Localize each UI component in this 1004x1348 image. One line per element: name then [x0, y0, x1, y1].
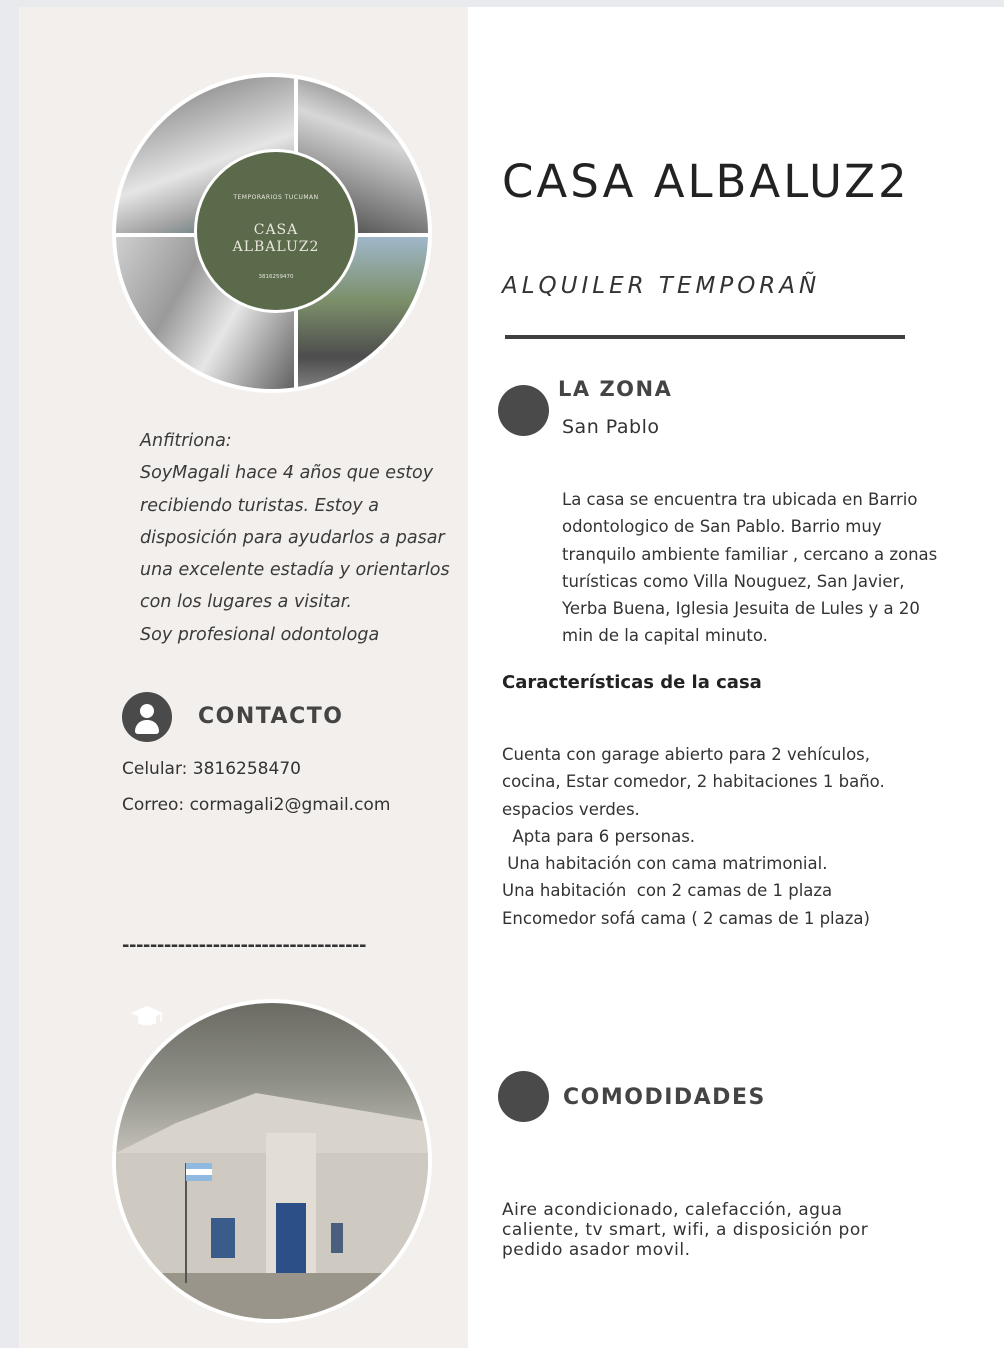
features-heading: Características de la casa — [502, 672, 762, 693]
zone-heading: LA ZONA — [558, 377, 673, 401]
contact-email: Correo: cormagali2@gmail.com — [122, 795, 391, 815]
logo-badge-phone: 3816259470 — [258, 274, 294, 280]
historic-house-illustration — [116, 1003, 432, 1323]
title-rule — [505, 335, 905, 339]
house-photo-collage — [112, 73, 432, 393]
host-description: Anfitriona: SoyMagali hace 4 años que estoy recibiendo turistas. Estoy a disposición para ayudarlos a pasar una excelente estadía y orientarlos con los lugares a visitar. Soy profesional odontologa — [140, 431, 450, 645]
dashed-divider: ----------------------------------- — [122, 935, 366, 956]
amenities-bullet-circle — [498, 1071, 549, 1122]
zone-name: San Pablo — [562, 416, 660, 438]
document-page — [19, 7, 1004, 1348]
zone-description: La casa se encuentra tra ubicada en Barrio odontologico de San Pablo. Barrio muy tranquilo ambiente familiar , cercano a zonas turísticas como Villa Nouguez, San Javier, Yerba Buena, Iglesia Jesuita de Lules y a 20 min de la capital minuto. — [562, 490, 938, 646]
page-title: CASA ALBALUZ2 — [502, 155, 910, 208]
graduation-cap-icon — [129, 1002, 165, 1030]
logo-badge-tagline: TEMPORARIOS TUCUMAN — [233, 194, 319, 201]
historic-house-photo — [112, 999, 432, 1323]
contact-phone: Celular: 3816258470 — [122, 759, 301, 779]
features-list: Cuenta con garage abierto para 2 vehículos, cocina, Estar comedor, 2 habitaciones 1 baño. espacios verdes. Apta para 6 personas. Una habitación con cama matrimonial. Una habitación con 2 camas de 1 plaza Encomedor sofá cama ( 2 camas de 1 plaza) — [502, 745, 885, 928]
amenities-description: Aire acondicionado, calefacción, agua caliente, tv smart, wifi, a disposición por pedido asador movil. — [502, 1200, 869, 1260]
zone-bullet-circle — [498, 385, 549, 436]
amenities-heading: COMODIDADES — [563, 1085, 766, 1110]
contact-heading: CONTACTO — [198, 704, 344, 729]
logo-badge — [194, 149, 358, 313]
page-subtitle: ALQUILER TEMPORAÑ — [502, 273, 821, 299]
logo-badge-name: CASA ALBALUZ2 — [232, 222, 320, 255]
person-icon — [122, 692, 172, 742]
sidebar — [19, 7, 468, 1348]
